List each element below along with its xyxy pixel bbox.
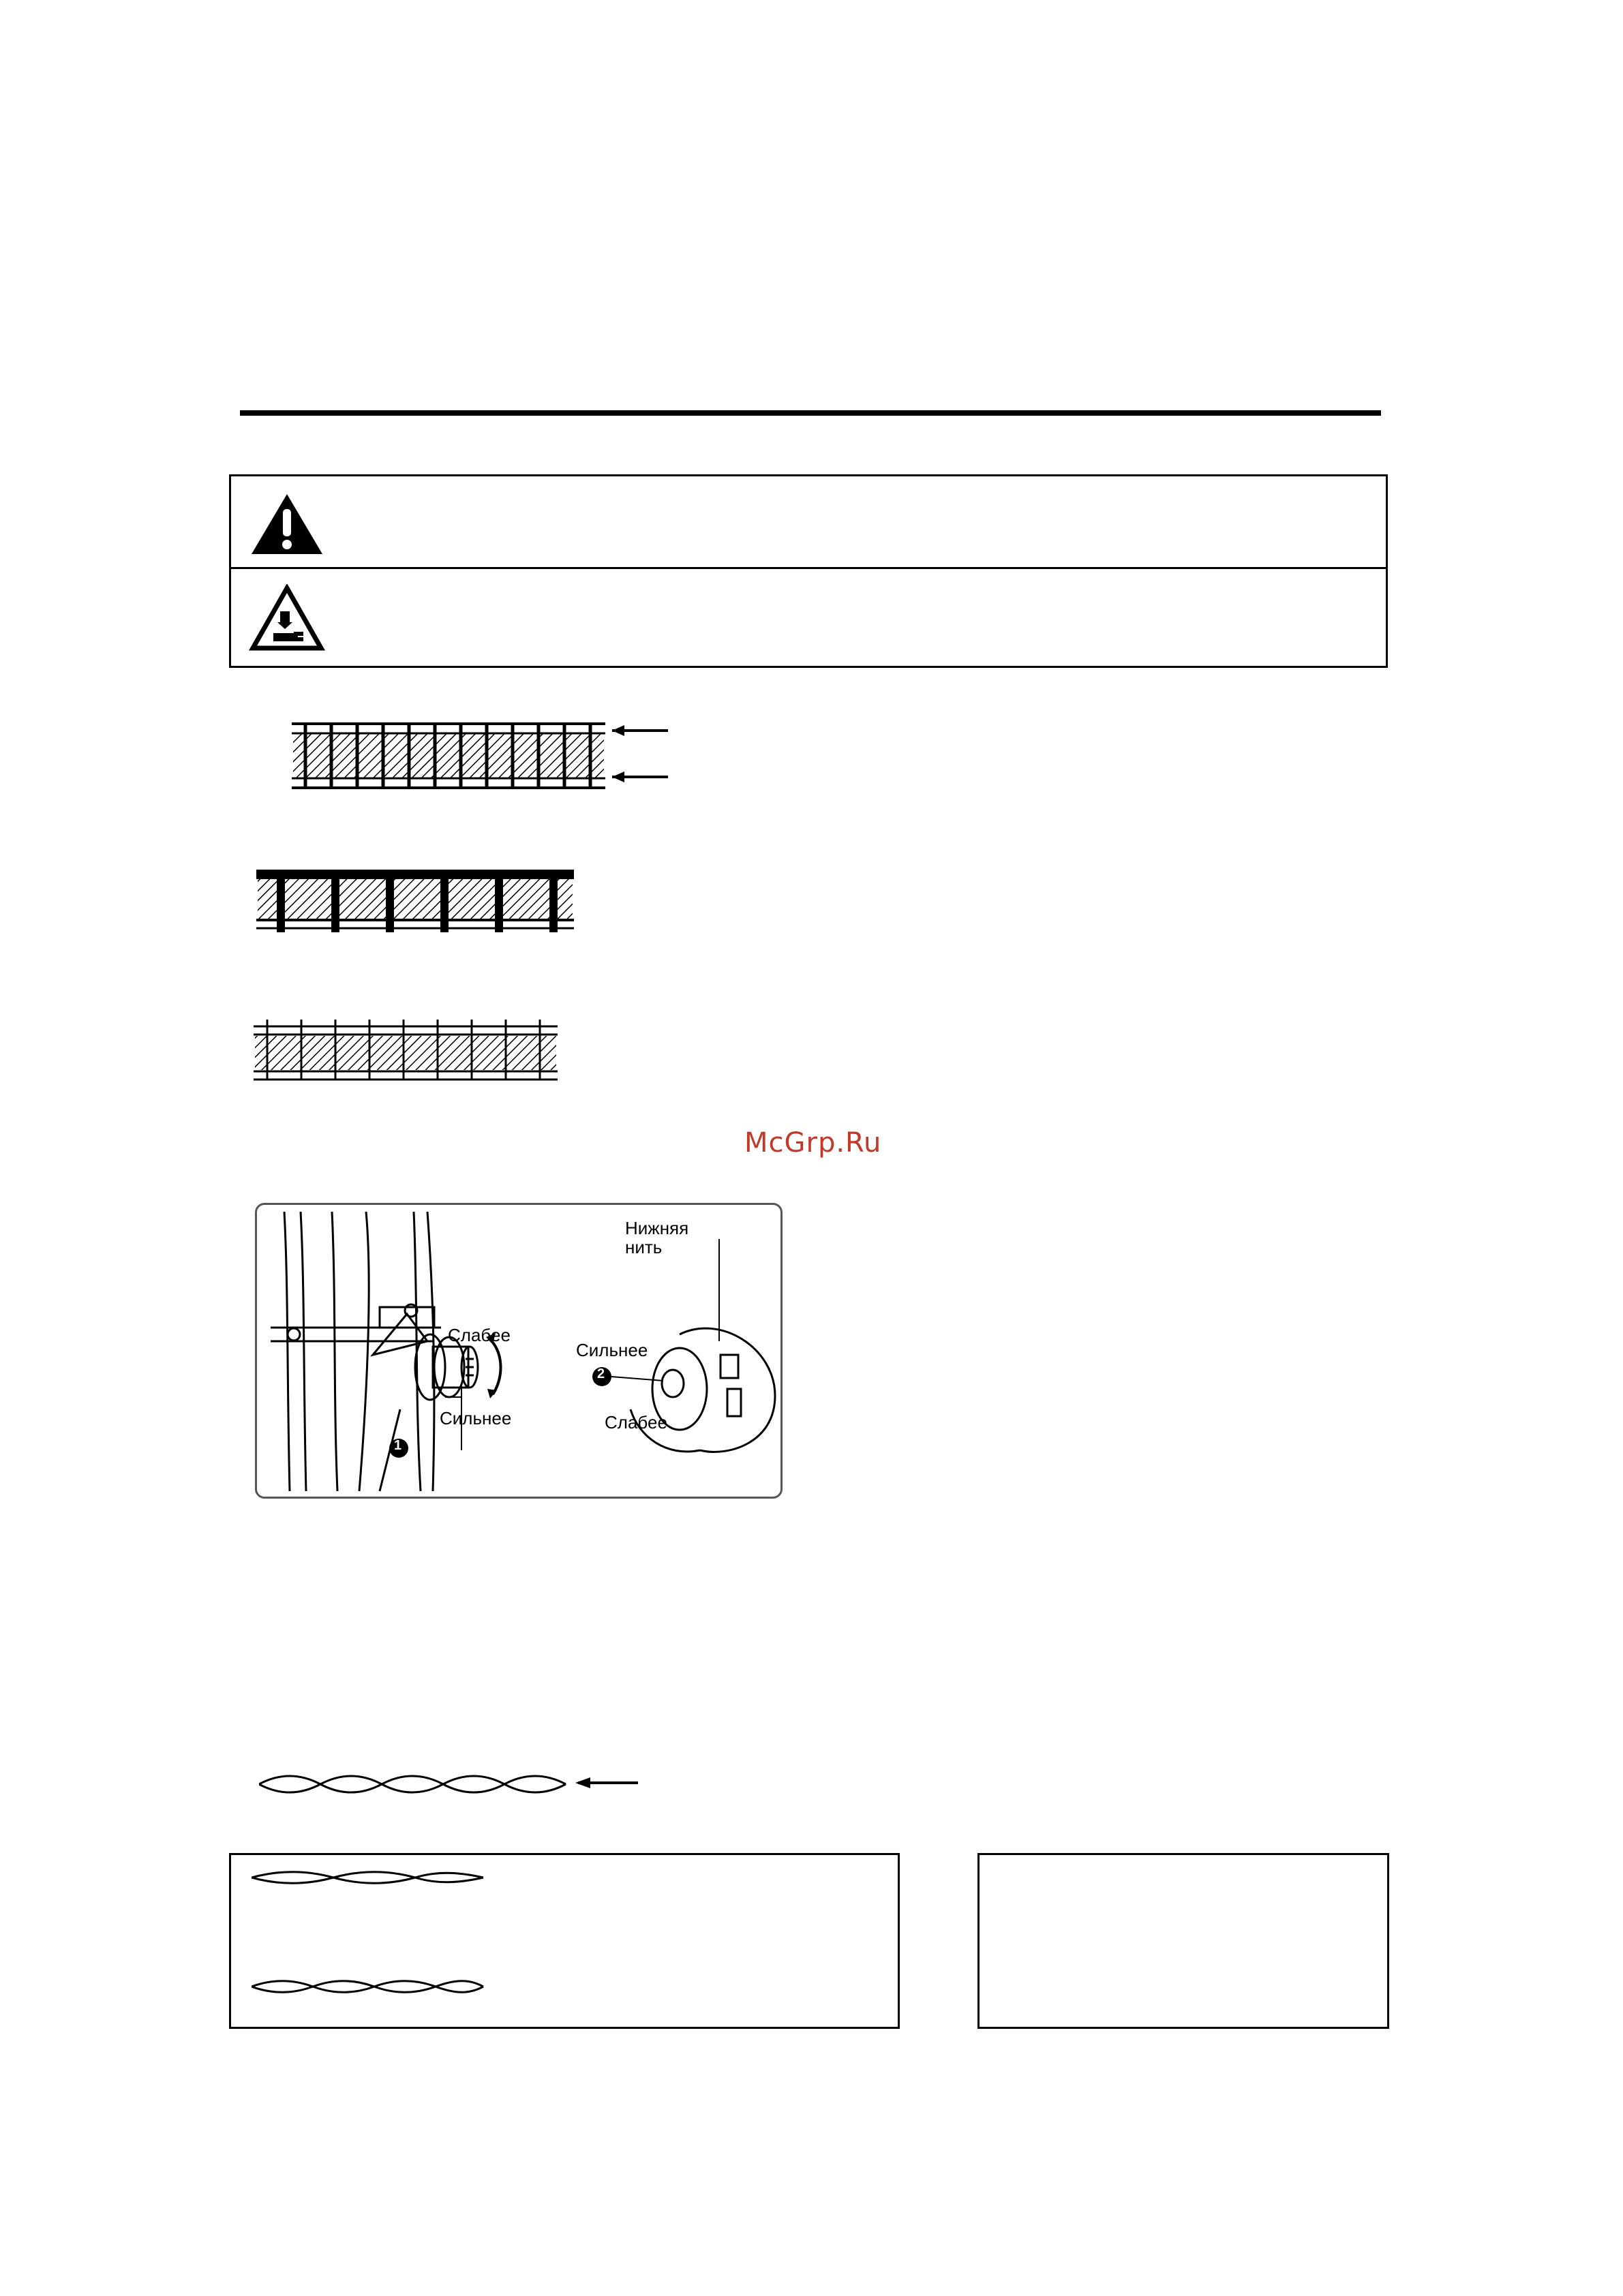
- hand-crush-hazard-icon: [249, 584, 325, 656]
- stitch-diagram-lower-tight: [254, 1020, 560, 1085]
- bobbin-looser-label: Слабее: [605, 1412, 667, 1433]
- lower-thread-label: Нижняя нить: [625, 1218, 689, 1257]
- stitch-diagram-upper-tight: [256, 863, 577, 938]
- header-rule: [240, 410, 1381, 416]
- bobbin-tighter-label: Сильнее: [576, 1340, 648, 1360]
- chain-stitch-sample-loose: [252, 1867, 497, 1888]
- tension-illustration: [257, 1205, 782, 1498]
- watermark: McGrp.Ru: [744, 1127, 882, 1159]
- side-note-box: [977, 1853, 1389, 2029]
- stitch-sample-box: [229, 1853, 900, 2029]
- callout-2-number: 2: [597, 1366, 605, 1381]
- upper-tighter-label: Сильнее: [440, 1408, 512, 1428]
- thread-tension-figure: [255, 1203, 783, 1499]
- chain-stitch-diagram: [259, 1771, 641, 1801]
- chain-stitch-sample-tight: [252, 1976, 497, 1997]
- upper-looser-label: Слабее: [448, 1325, 511, 1345]
- warning-table-divider: [231, 567, 1386, 569]
- stitch-diagram-correct: [292, 714, 680, 803]
- warning-triangle-icon: [249, 491, 325, 560]
- callout-1-number: 1: [394, 1438, 402, 1453]
- warning-table: [229, 474, 1388, 668]
